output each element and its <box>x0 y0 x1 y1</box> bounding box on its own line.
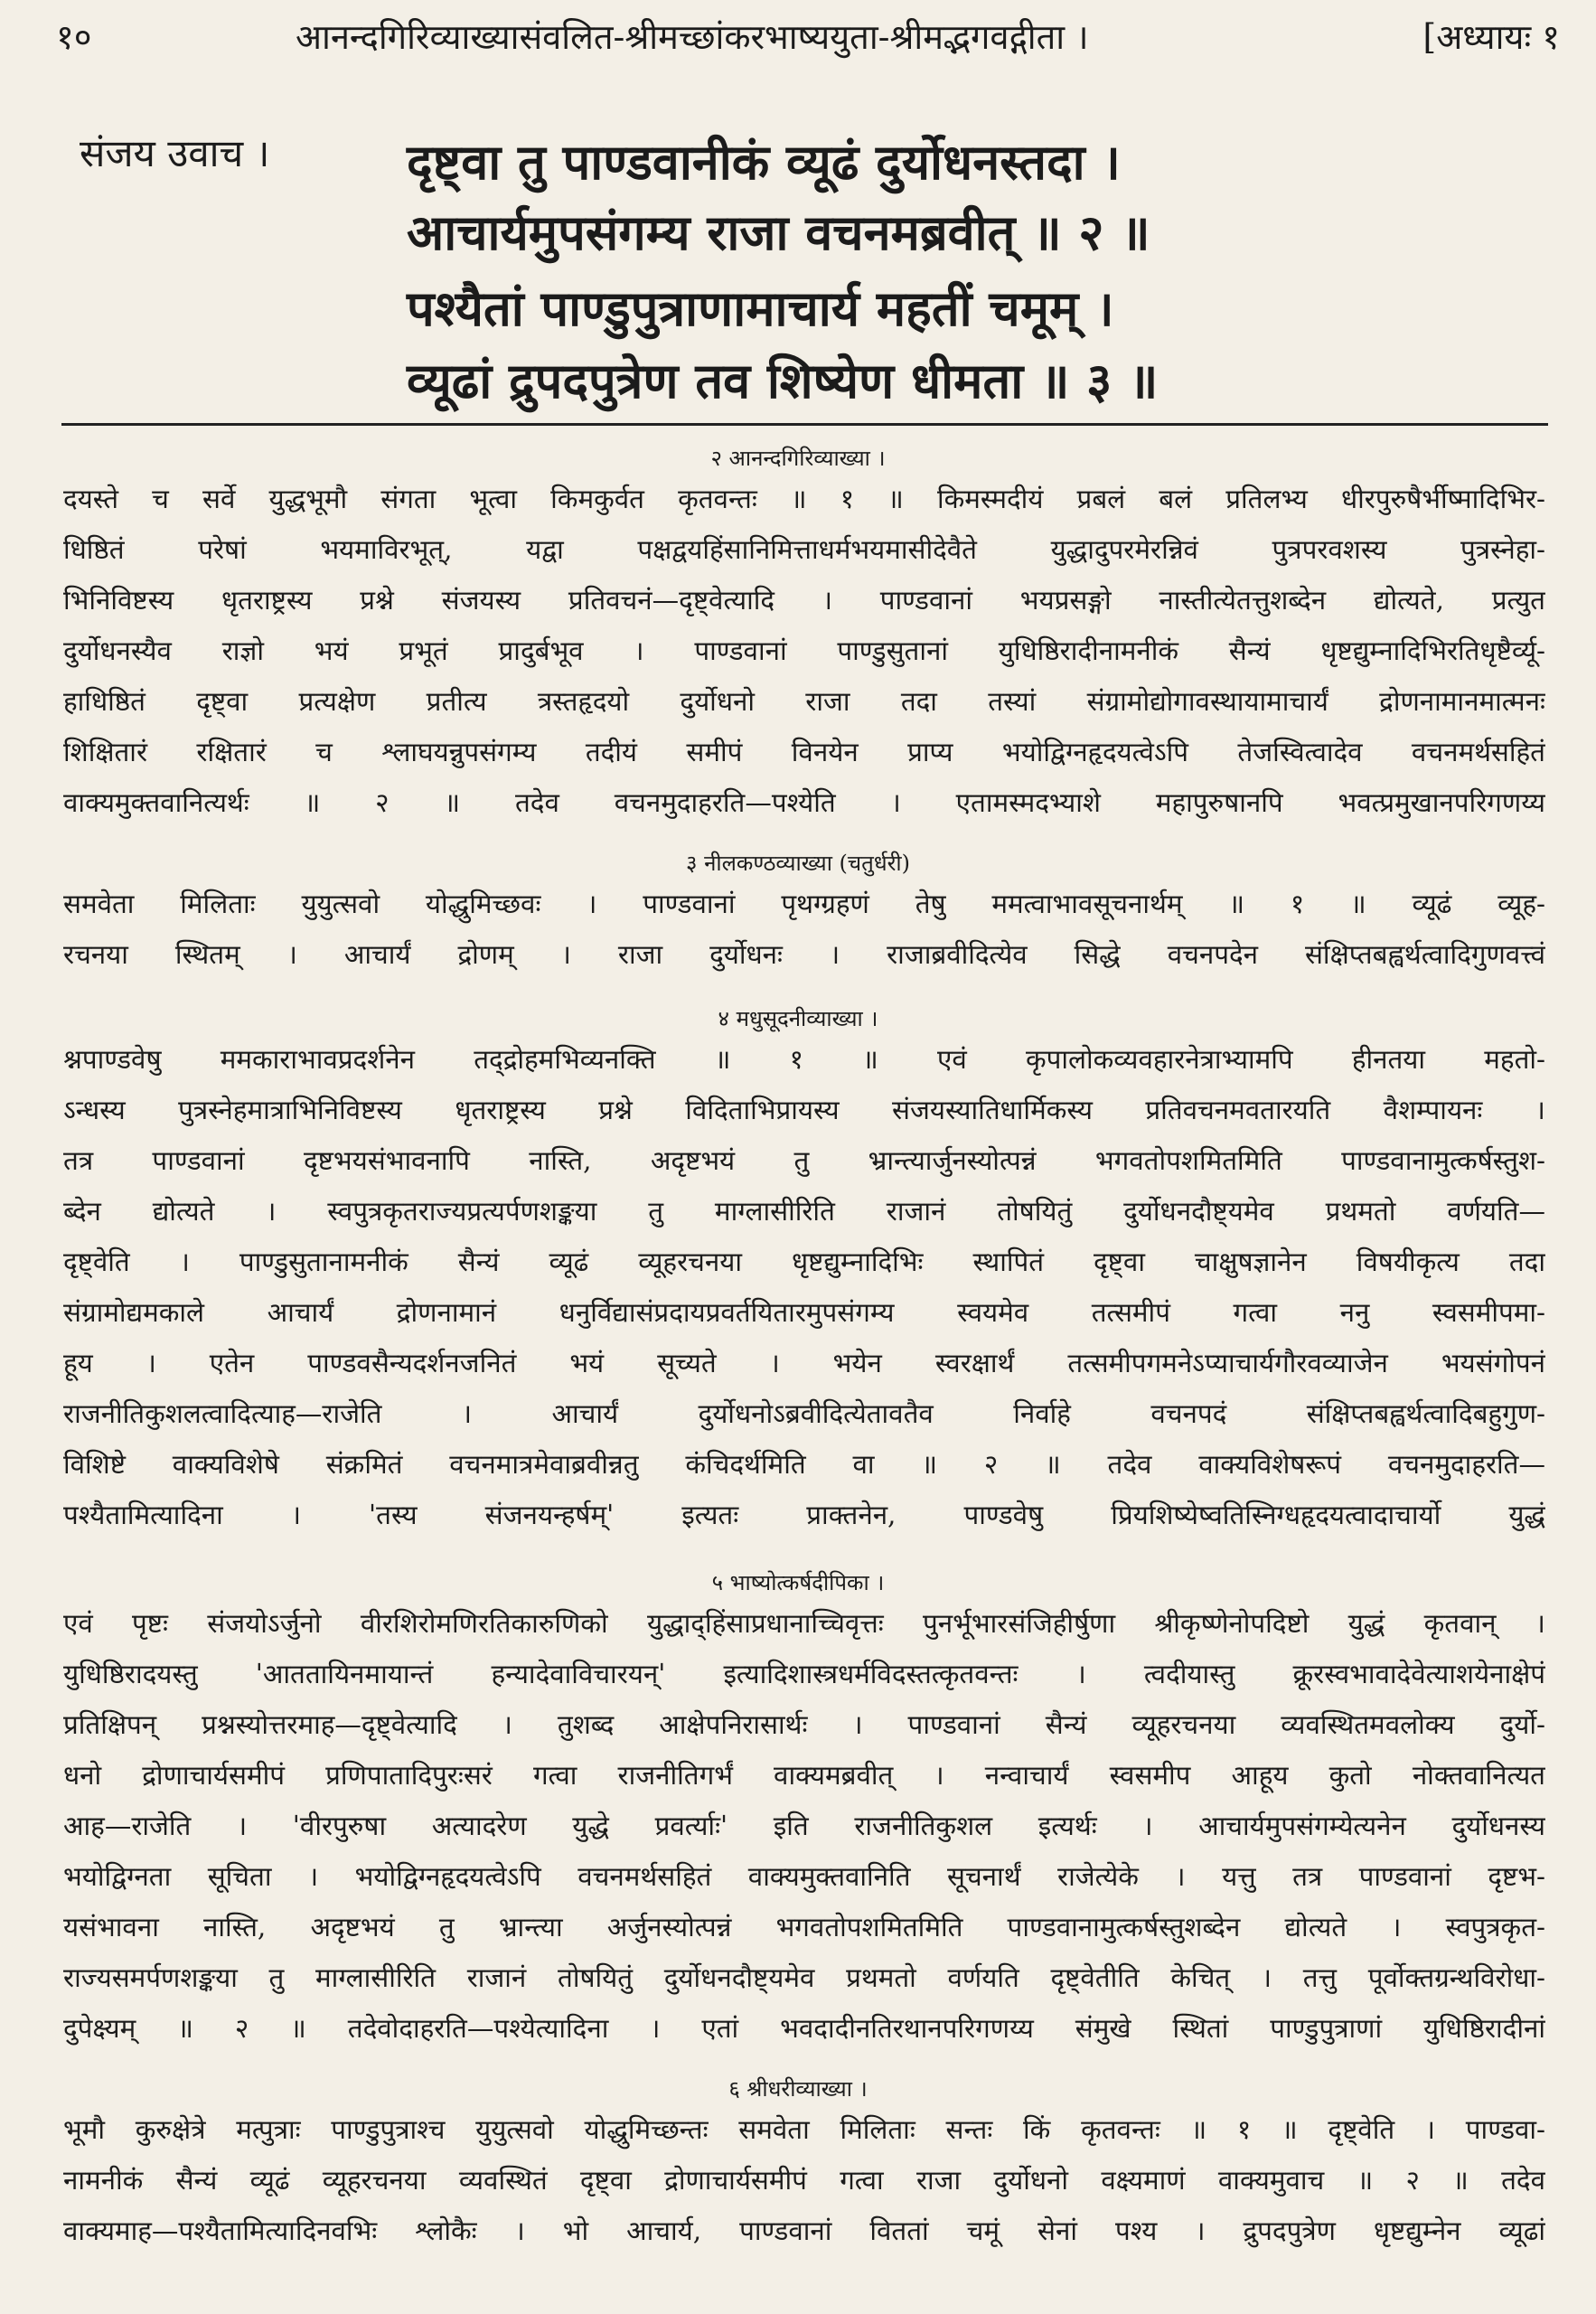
text-line: श्नपाण्डवेषु ममकाराभावप्रदर्शनेन तद्द्रोहमभिव्यनक्ति ॥ १ ॥ एवं कृपालोकव्यवहारनेत्राभ्यामपि हीनतया महतो- <box>63 1044 1545 1075</box>
text-line: भिनिविष्टस्य धृतराष्ट्रस्य प्रश्ने संजयस्य प्रतिवचनं—दृष्ट्वेत्यादि । पाण्डवानां भयप्रसङ्गो नास्तीत्येतत्तुशब्देन द्योत्यते, प्रत्युत <box>63 585 1545 616</box>
text-line: भूमौ कुरुक्षेत्रे मत्पुत्राः पाण्डुपुत्राश्च युयुत्सवो योद्धुमिच्छन्तः समवेता मिलिताः सन्तः किं कृतवन्तः ॥ १ ॥ दृष्ट्वेति । पाण्डवा- <box>63 2114 1545 2145</box>
text-line: विशिष्टे वाक्यविशेषे संक्रमितं वचनमात्रमेवाब्रवीन्नतु कंचिदर्थमिति वा ॥ २ ॥ तदेव वाक्यविशेषरूपं वचनमुदाहरति— <box>63 1449 1545 1480</box>
commentary-heading: ६ श्रीधरीव्याख्या । <box>728 2076 868 2102</box>
text-line: राज्यसमर्पणशङ्कया तु माग्लासीरिति राजानं तोषयितुं दुर्योधनदौष्ट्यमेव प्रथमतो वर्णयति दृष्ट्वेतीति केचित् । तत्तु पूर्वोक्तग्रन्थविरोधा- <box>63 1962 1545 1993</box>
text-line: नामनीकं सैन्यं व्यूढं व्यूहरचनया व्यवस्थितं दृष्ट्वा द्रोणाचार्यसमीपं गत्वा राजा दुर्योधनो वक्ष्यमाणं वाक्यमुवाच ॥ २ ॥ तदेव <box>63 2165 1545 2196</box>
text-line: एवं पृष्टः संजयोऽर्जुनो वीरशिरोमणिरतिकारुणिको युद्धाद्हिंसाप्रधानाच्चिवृत्तः पुनर्भूभारसंजिहीर्षुणा श्रीकृष्णेनोपदिष्टो युद्धं कृतवान् । <box>63 1608 1545 1639</box>
text-line: संग्रामोद्यमकाले आचार्यं द्रोणनामानं धनुर्विद्यासंप्रदायप्रवर्तयितारमुपसंगम्य स्वयमेव तत्समीपं गत्वा ननु स्वसमीपमा- <box>63 1297 1545 1328</box>
commentary-text <box>63 879 1545 980</box>
verse-line: व्यूढां द्रुपदपुत्रेण तव शिष्येण धीमता ॥ ३ ॥ <box>407 352 1159 409</box>
text-line: दुपेक्ष्यम् ॥ २ ॥ तदेवोदाहरति—पश्येत्यादिना । एतां भवदादीनतिरथानपरिगणय्य संमुखे स्थितां पाण्डुपुत्राणां युधिष्ठिरादीनां <box>63 2013 1545 2044</box>
text-line: हूय । एतेन पाण्डवसैन्यदर्शनजनितं भयं सूच्यते । भयेन स्वरक्षार्थं तत्समीपगमनेऽप्याचार्यगौरवव्याजेन भयसंगोपनं <box>63 1348 1545 1378</box>
text-line: धनो द्रोणाचार्यसमीपं प्रणिपातादिपुरःसरं गत्वा राजनीतिगर्भं वाक्यमब्रवीत् । नन्वाचार्यं स्वसमीप आहूय कुतो नोक्तवानित्यत <box>63 1760 1545 1791</box>
commentary-text <box>63 2104 1545 2256</box>
text-line: शिक्षितारं रक्षितारं च श्लाघयन्नुपसंगम्य तदीयं समीपं विनयेन प्राप्य भयोद्विग्नहृदयत्वेऽपि तेजस्वित्वादेव वचनमर्थसहितं <box>63 737 1545 767</box>
commentary-heading: २ आनन्दगिरिव्याख्या । <box>710 446 886 471</box>
commentary-text <box>63 1598 1545 2054</box>
verse-line: आचार्यमुपसंगम्य राजा वचनमब्रवीत् ॥ २ ॥ <box>407 203 1150 261</box>
text-line: दयस्ते च सर्वे युद्धभूमौ संगता भूत्वा किमकुर्वत कृतवन्तः ॥ १ ॥ किमस्मदीयं प्रबलं बलं प्रतिलभ्य धीरपुरुषैर्भीष्मादिभिर- <box>63 484 1545 514</box>
text-line: तत्र पाण्डवानां दृष्टभयसंभावनापि नास्ति, अदृष्टभयं तु भ्रान्त्यार्जुनस्योत्पन्नं भगवतोपशमितमिति पाण्डवानामुत्कर्षस्तुश- <box>63 1145 1545 1176</box>
book-title: आनन्दगिरिव्याख्यासंवलित-श्रीमच्छांकरभाष्ययुता-श्रीमद्भगवद्गीता । <box>296 17 1089 57</box>
text-line: वाक्यमाह—पश्यैतामित्यादिनवभिः श्लोकैः । भो आचार्य, पाण्डवानां विततां चमूं सेनां पश्य । द्रुपदपुत्रेण धृष्टद्युम्नेन व्यूढां <box>63 2215 1545 2246</box>
text-line: दुर्योधनस्यैव राज्ञो भयं प्रभूतं प्रादुर्बभूव । पाण्डवानां पाण्डुसुतानां युधिष्ठिरादीनामनीकं सैन्यं धृष्टद्युम्नादिभिरतिधृष्टैर्व्यू- <box>63 635 1545 666</box>
verse-speaker: संजय उवाच । <box>80 131 270 175</box>
text-line: राजनीतिकुशलत्वादित्याह—राजेति । आचार्यं दुर्योधनोऽब्रवीदित्येतावतैव निर्वाहे वचनपदं संक्षिप्तबह्वर्थत्वादिबहुगुण- <box>63 1398 1545 1429</box>
verse-line: दृष्ट्वा तु पाण्डवानीकं व्यूढं दुर्योधनस्तदा । <box>407 133 1121 191</box>
commentary-text <box>63 1034 1545 1540</box>
text-line: यसंभावना नास्ति, अदृष्टभयं तु भ्रान्त्या अर्जुनस्योत्पन्नं भगवतोपशमितमिति पाण्डवानामुत्कर्षस्तुशब्देन द्योत्यते । स्वपुत्रकृत- <box>63 1912 1545 1942</box>
text-line: भयोद्विग्नता सूचिता । भयोद्विग्नहृदयत्वेऽपि वचनमर्थसहितं वाक्यमुक्तवानिति सूचनार्थं राजेत्येके । यत्तु तत्र पाण्डवानां दृष्टभ- <box>63 1861 1545 1892</box>
commentary-heading: ३ नीलकण्ठव्याख्या (चतुर्धरी) <box>685 851 911 876</box>
text-line: ऽन्धस्य पुत्रस्नेहमात्राभिनिविष्टस्य धृतराष्ट्रस्य प्रश्ने विदिताभिप्रायस्य संजयस्यातिधार्मिकस्य प्रतिवचनमवतारयति वैशम्पायनः । <box>63 1095 1545 1125</box>
verse-line: पश्यैतां पाण्डुपुत्राणामाचार्य महतीं चमूम् । <box>407 279 1114 337</box>
text-line: समवेता मिलिताः युयुत्सवो योद्धुमिच्छवः । पाण्डवानां पृथग्ग्रहणं तेषु ममत्वाभावसूचनार्थम् ॥ १ ॥ व्यूढं व्यूह- <box>63 889 1545 919</box>
text-line: धिष्ठितं परेषां भयमाविरभूत्, यद्वा पक्षद्वयहिंसानिमित्ताधर्मभयमासीदेवैते युद्धादुपरमेरन्निवं पुत्रपरवशस्य पुत्रस्नेहा- <box>63 534 1545 565</box>
text-line: रचनया स्थितम् । आचार्यं द्रोणम् । राजा दुर्योधनः । राजाब्रवीदित्येव सिद्धे वचनपदेन संक्षिप्तबह्वर्थत्वादिगुणवत्त्वं <box>63 939 1545 970</box>
text-line: पश्यैतामित्यादिना । 'तस्य संजनयन्हर्षम्' इत्यतः प्राक्तनेन, पाण्डवेषु प्रियशिष्येष्वतिस्निग्धहृदयत्वादाचार्यो युद्धं <box>63 1500 1545 1530</box>
text-line: आह—राजेति । 'वीरपुरुषा अत्यादरेण युद्धे प्रवर्त्याः' इति राजनीतिकुशल इत्यर्थः । आचार्यमुपसंगम्येत्यनेन दुर्योधनस्य <box>63 1811 1545 1841</box>
text-line: प्रतिक्षिपन् प्रश्नस्योत्तरमाह—दृष्ट्वेत्यादि । तुशब्द आक्षेपनिरासार्थः । पाण्डवानां सैन्यं व्यूहरचनया व्यवस्थितमवलोक्य दुर्यो- <box>63 1709 1545 1740</box>
chapter-marker: [अध्यायः १ <box>1422 17 1560 57</box>
text-line: हाधिष्ठितं दृष्ट्वा प्रत्यक्षेण प्रतीत्य त्रस्तहृदयो दुर्योधनो राजा तदा तस्यां संग्रामोद्योगावस्थायामाचार्यं द्रोणनामानमात्मनः <box>63 686 1545 717</box>
text-line: वाक्यमुक्तवानित्यर्थः ॥ २ ॥ तदेव वचनमुदाहरति—पश्येति । एतामस्मदभ्याशे महापुरुषानपि भवत्प्रमुखानपरिगणय्य <box>63 787 1545 818</box>
divider <box>61 423 1548 426</box>
text-line: ब्देन द्योत्यते । स्वपुत्रकृतराज्यप्रत्यर्पणशङ्कया तु माग्लासीरिति राजानं तोषयितुं दुर्योधनदौष्ट्यमेव प्रथमतो वर्णयति— <box>63 1196 1545 1227</box>
text-line: दृष्ट्वेति । पाण्डुसुतानामनीकं सैन्यं व्यूढं व्यूहरचनया धृष्टद्युम्नादिभिः स्थापितं दृष्ट्वा चाक्षुषज्ञानेन विषयीकृत्य तदा <box>63 1246 1545 1277</box>
text-line: युधिष्ठिरादयस्तु 'आततायिनमायान्तं हन्यादेवाविचारयन्' इत्यादिशास्त्रधर्मविदस्तत्कृतवन्तः । त्वदीयास्तु क्रूरस्वभावादेवेत्याशयेनाक्षेपं <box>63 1659 1545 1689</box>
commentary-heading: ५ भाष्योत्कर्षदीपिका । <box>711 1570 885 1595</box>
verse-block <box>0 0 1596 409</box>
commentary-heading: ४ मधुसूदनीव्याख्या । <box>718 1006 878 1031</box>
page-number: १० <box>56 17 92 57</box>
commentary-text <box>63 474 1545 828</box>
